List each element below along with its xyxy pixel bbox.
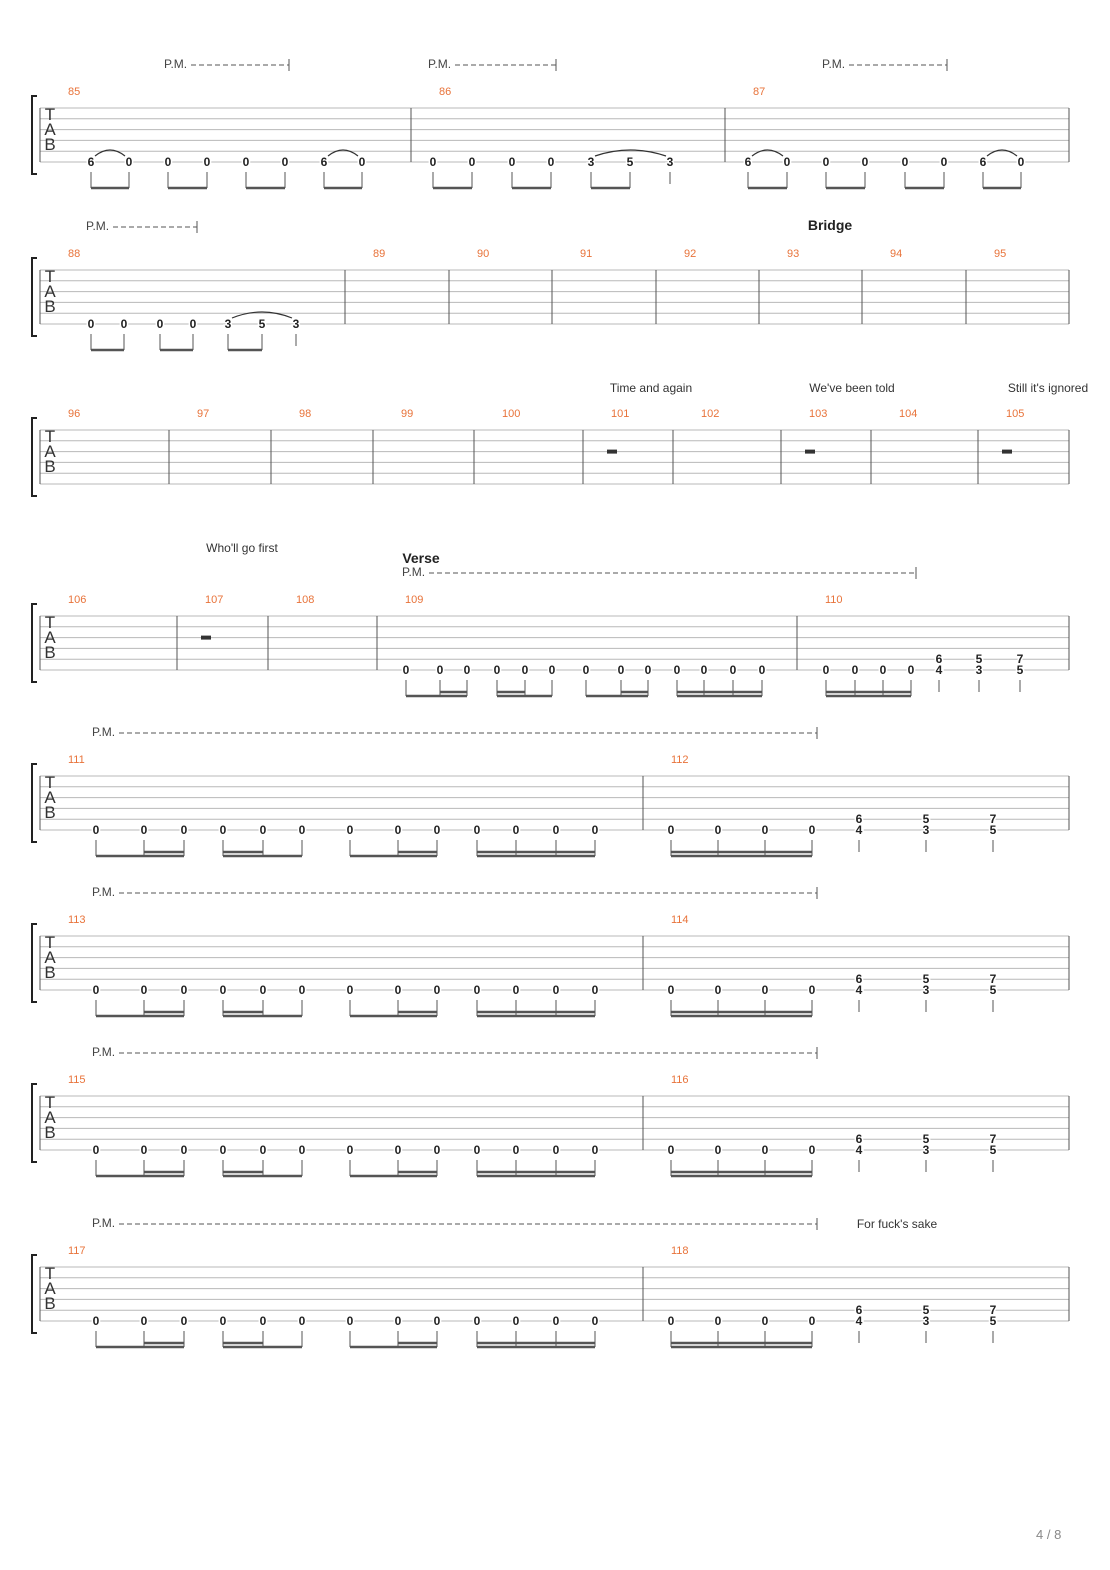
system-bracket xyxy=(32,924,37,1002)
measure-number: 116 xyxy=(671,1074,689,1086)
fret-number: 0 xyxy=(667,823,675,837)
fret-number: 7 xyxy=(989,1132,997,1147)
tab-clef-letter: A xyxy=(44,788,56,807)
fret-number: 0 xyxy=(429,155,437,169)
fret-number: 0 xyxy=(761,1143,769,1157)
fret-number: 3 xyxy=(587,155,595,169)
measure-number: 89 xyxy=(373,248,386,260)
fret-number: 0 xyxy=(758,663,766,677)
tab-clef-letter: B xyxy=(44,457,56,476)
measure-number: 103 xyxy=(809,408,828,420)
fret-number: 0 xyxy=(125,155,133,169)
whole-rest xyxy=(805,450,815,454)
measure-number: 99 xyxy=(401,408,414,420)
measure-number: 93 xyxy=(787,248,800,260)
fret-number: 6 xyxy=(855,1303,863,1318)
fret-number: 6 xyxy=(87,155,95,169)
fret-number: 0 xyxy=(346,1143,354,1157)
fret-number: 0 xyxy=(92,823,100,837)
measure-number: 118 xyxy=(671,1245,689,1257)
fret-number: 0 xyxy=(493,663,501,677)
tab-clef-letter: A xyxy=(44,948,56,967)
system-bracket xyxy=(32,604,37,682)
fret-number: 0 xyxy=(92,1143,100,1157)
tab-system xyxy=(32,57,1069,188)
lyric-text: Time and again xyxy=(609,381,693,395)
tab-clef-letter: A xyxy=(44,442,56,461)
fret-number: 0 xyxy=(180,983,188,997)
fret-number: 0 xyxy=(259,1314,267,1328)
tab-clef-letter: T xyxy=(44,105,56,124)
tab-clef-letter: B xyxy=(44,1123,56,1142)
fret-number: 0 xyxy=(219,823,227,837)
tab-system xyxy=(32,1216,1069,1347)
fret-number: 0 xyxy=(468,155,476,169)
measure-number: 88 xyxy=(68,248,81,260)
fret-number: 0 xyxy=(189,317,197,331)
fret-number: 0 xyxy=(140,823,148,837)
measure-number: 102 xyxy=(701,408,720,420)
fret-number: 0 xyxy=(298,1143,306,1157)
fret-number: 0 xyxy=(667,983,675,997)
fret-number: 3 xyxy=(666,155,674,169)
tab-system xyxy=(32,541,1069,696)
fret-number: 4 xyxy=(855,983,863,997)
fret-number: 0 xyxy=(219,1314,227,1328)
fret-number: 0 xyxy=(346,983,354,997)
fret-number: 4 xyxy=(935,663,943,677)
fret-number: 0 xyxy=(714,823,722,837)
lyric-text: We've been told xyxy=(809,381,895,395)
palm-mute-label: P.M. xyxy=(92,1045,116,1059)
fret-number: 0 xyxy=(591,1143,599,1157)
measure-number: 94 xyxy=(890,248,903,260)
fret-number: 0 xyxy=(667,1143,675,1157)
palm-mute-label: P.M. xyxy=(822,57,846,71)
fret-number: 4 xyxy=(855,823,863,837)
fret-number: 0 xyxy=(552,1314,560,1328)
fret-number: 4 xyxy=(855,1143,863,1157)
measure-number: 106 xyxy=(68,594,87,606)
fret-number: 0 xyxy=(433,1314,441,1328)
tab-clef-letter: T xyxy=(44,613,56,632)
fret-number: 0 xyxy=(512,823,520,837)
palm-mute-label: P.M. xyxy=(92,725,116,739)
fret-number: 0 xyxy=(521,663,529,677)
measure-number: 117 xyxy=(68,1245,86,1257)
fret-number: 0 xyxy=(394,1314,402,1328)
measure-number: 112 xyxy=(671,754,689,766)
whole-rest xyxy=(201,636,211,640)
fret-number: 0 xyxy=(673,663,681,677)
fret-number: 0 xyxy=(808,1314,816,1328)
tab-clef-letter: B xyxy=(44,963,56,982)
measure-number: 92 xyxy=(684,248,697,260)
fret-number: 4 xyxy=(855,1314,863,1328)
measure-number: 110 xyxy=(825,594,843,606)
fret-number: 0 xyxy=(552,823,560,837)
fret-number: 0 xyxy=(259,823,267,837)
fret-number: 0 xyxy=(808,983,816,997)
tab-clef-letter: T xyxy=(44,933,56,952)
fret-number: 6 xyxy=(855,972,863,987)
tab-clef-letter: T xyxy=(44,1264,56,1283)
lyric-text: For fuck's sake xyxy=(856,1217,938,1231)
fret-number: 0 xyxy=(861,155,869,169)
fret-number: 0 xyxy=(203,155,211,169)
fret-number: 5 xyxy=(626,155,634,169)
fret-number: 3 xyxy=(224,317,232,331)
tab-clef-letter: B xyxy=(44,1294,56,1313)
fret-number: 0 xyxy=(473,983,481,997)
system-bracket xyxy=(32,1255,37,1333)
tab-clef-letter: T xyxy=(44,267,56,286)
fret-number: 5 xyxy=(989,1314,997,1328)
fret-number: 0 xyxy=(808,823,816,837)
fret-number: 3 xyxy=(922,983,930,997)
fret-number: 0 xyxy=(783,155,791,169)
fret-number: 3 xyxy=(922,1314,930,1328)
tab-clef-letter: A xyxy=(44,1108,56,1127)
fret-number: 0 xyxy=(714,983,722,997)
fret-number: 0 xyxy=(298,823,306,837)
fret-number: 0 xyxy=(644,663,652,677)
tab-clef-letter: A xyxy=(44,628,56,647)
fret-number: 0 xyxy=(92,983,100,997)
fret-number: 0 xyxy=(394,983,402,997)
measure-number: 90 xyxy=(477,248,490,260)
fret-number: 5 xyxy=(989,823,997,837)
fret-number: 6 xyxy=(935,652,943,667)
fret-number: 0 xyxy=(822,663,830,677)
system-bracket xyxy=(32,764,37,842)
measure-number: 91 xyxy=(580,248,593,260)
fret-number: 6 xyxy=(855,1132,863,1147)
fret-number: 3 xyxy=(292,317,300,331)
tab-clef-letter: A xyxy=(44,282,56,301)
fret-number: 0 xyxy=(394,823,402,837)
page-number: 4 / 8 xyxy=(1036,1527,1062,1542)
fret-number: 7 xyxy=(989,972,997,987)
fret-number: 0 xyxy=(473,823,481,837)
fret-number: 0 xyxy=(140,983,148,997)
fret-number: 5 xyxy=(989,1143,997,1157)
fret-number: 7 xyxy=(1016,652,1024,667)
tab-system xyxy=(32,725,1069,856)
fret-number: 6 xyxy=(979,155,987,169)
fret-number: 0 xyxy=(512,1143,520,1157)
fret-number: 0 xyxy=(508,155,516,169)
tab-clef-letter: B xyxy=(44,643,56,662)
fret-number: 0 xyxy=(822,155,830,169)
fret-number: 0 xyxy=(281,155,289,169)
fret-number: 0 xyxy=(436,663,444,677)
palm-mute-label: P.M. xyxy=(86,219,110,233)
fret-number: 0 xyxy=(219,983,227,997)
fret-number: 0 xyxy=(120,317,128,331)
fret-number: 0 xyxy=(156,317,164,331)
palm-mute-label: P.M. xyxy=(92,885,116,899)
fret-number: 0 xyxy=(140,1314,148,1328)
tab-system xyxy=(32,1045,1069,1176)
fret-number: 0 xyxy=(346,823,354,837)
measure-number: 100 xyxy=(502,408,521,420)
fret-number: 0 xyxy=(219,1143,227,1157)
tab-system xyxy=(32,885,1069,1016)
whole-rest xyxy=(1002,450,1012,454)
fret-number: 0 xyxy=(259,1143,267,1157)
fret-number: 0 xyxy=(591,1314,599,1328)
fret-number: 5 xyxy=(989,983,997,997)
fret-number: 6 xyxy=(320,155,328,169)
fret-number: 0 xyxy=(298,983,306,997)
fret-number: 0 xyxy=(714,1143,722,1157)
fret-number: 0 xyxy=(547,155,555,169)
whole-rest xyxy=(607,450,617,454)
tab-clef-letter: T xyxy=(44,427,56,446)
tab-system xyxy=(32,217,1069,350)
palm-mute-label: P.M. xyxy=(92,1216,116,1230)
measure-notes xyxy=(403,663,766,696)
fret-number: 0 xyxy=(808,1143,816,1157)
tab-system xyxy=(32,381,1088,496)
tab-clef-letter: A xyxy=(44,1279,56,1298)
fret-number: 0 xyxy=(180,823,188,837)
fret-number: 5 xyxy=(922,1132,930,1147)
measure-number: 114 xyxy=(671,914,689,926)
measure-number: 107 xyxy=(205,594,224,606)
fret-number: 0 xyxy=(761,1314,769,1328)
fret-number: 6 xyxy=(855,812,863,827)
measure-number: 111 xyxy=(68,754,85,766)
fret-number: 0 xyxy=(552,983,560,997)
fret-number: 0 xyxy=(617,663,625,677)
measure-number: 98 xyxy=(299,408,312,420)
measure-number: 97 xyxy=(197,408,210,420)
tab-clef-letter: A xyxy=(44,120,56,139)
fret-number: 0 xyxy=(851,663,859,677)
measure-notes xyxy=(93,1314,599,1347)
fret-number: 7 xyxy=(989,812,997,827)
fret-number: 0 xyxy=(548,663,556,677)
tab-clef-letter: B xyxy=(44,297,56,316)
measure-number: 108 xyxy=(296,594,315,606)
measure-number: 95 xyxy=(994,248,1007,260)
fret-number: 0 xyxy=(346,1314,354,1328)
fret-number: 5 xyxy=(1016,663,1024,677)
fret-number: 0 xyxy=(761,983,769,997)
fret-number: 0 xyxy=(901,155,909,169)
tab-clef-letter: B xyxy=(44,135,56,154)
measure-number: 96 xyxy=(68,408,81,420)
measure-number: 85 xyxy=(68,86,81,98)
fret-number: 0 xyxy=(140,1143,148,1157)
tab-clef-letter: T xyxy=(44,1093,56,1112)
fret-number: 5 xyxy=(975,652,983,667)
fret-number: 0 xyxy=(394,1143,402,1157)
system-bracket xyxy=(32,96,37,174)
fret-number: 0 xyxy=(92,1314,100,1328)
fret-number: 0 xyxy=(667,1314,675,1328)
fret-number: 0 xyxy=(729,663,737,677)
fret-number: 0 xyxy=(164,155,172,169)
fret-number: 0 xyxy=(940,155,948,169)
fret-number: 5 xyxy=(258,317,266,331)
section-label: Verse xyxy=(402,550,440,566)
lyric-text: Who'll go first xyxy=(206,541,278,555)
measure-notes xyxy=(88,312,300,350)
fret-number: 0 xyxy=(473,1314,481,1328)
measure-number: 101 xyxy=(611,408,630,420)
system-bracket xyxy=(32,1084,37,1162)
measure-number: 86 xyxy=(439,86,452,98)
fret-number: 7 xyxy=(989,1303,997,1318)
measure-number: 87 xyxy=(753,86,766,98)
fret-number: 0 xyxy=(433,823,441,837)
measure-number: 113 xyxy=(68,914,86,926)
fret-number: 0 xyxy=(433,1143,441,1157)
fret-number: 0 xyxy=(714,1314,722,1328)
lyric-text: Still it's ignored xyxy=(1007,381,1089,395)
measure-notes xyxy=(430,150,674,188)
system-bracket xyxy=(32,418,37,496)
fret-number: 0 xyxy=(180,1314,188,1328)
fret-number: 0 xyxy=(591,983,599,997)
fret-number: 5 xyxy=(922,1303,930,1318)
fret-number: 0 xyxy=(552,1143,560,1157)
measure-number: 105 xyxy=(1006,408,1025,420)
fret-number: 5 xyxy=(922,972,930,987)
system-bracket xyxy=(32,258,37,336)
fret-number: 0 xyxy=(463,663,471,677)
measure-number: 109 xyxy=(405,594,424,606)
tab-clef-letter: T xyxy=(44,773,56,792)
fret-number: 0 xyxy=(1017,155,1025,169)
fret-number: 0 xyxy=(512,983,520,997)
fret-number: 3 xyxy=(922,823,930,837)
fret-number: 3 xyxy=(922,1143,930,1157)
fret-number: 0 xyxy=(87,317,95,331)
fret-number: 0 xyxy=(512,1314,520,1328)
fret-number: 0 xyxy=(907,663,915,677)
measure-notes xyxy=(93,823,599,856)
measure-notes xyxy=(88,150,366,188)
palm-mute-label: P.M. xyxy=(402,565,426,579)
measure-number: 104 xyxy=(899,408,918,420)
fret-number: 0 xyxy=(591,823,599,837)
fret-number: 0 xyxy=(879,663,887,677)
tab-clef-letter: B xyxy=(44,803,56,822)
section-label: Bridge xyxy=(807,217,853,233)
fret-number: 0 xyxy=(473,1143,481,1157)
measure-notes xyxy=(745,150,1025,188)
fret-number: 6 xyxy=(744,155,752,169)
fret-number: 0 xyxy=(298,1314,306,1328)
fret-number: 5 xyxy=(922,812,930,827)
measure-notes xyxy=(93,983,599,1016)
fret-number: 0 xyxy=(242,155,250,169)
fret-number: 0 xyxy=(180,1143,188,1157)
fret-number: 0 xyxy=(402,663,410,677)
fret-number: 0 xyxy=(259,983,267,997)
fret-number: 3 xyxy=(975,663,983,677)
fret-number: 0 xyxy=(700,663,708,677)
measure-notes xyxy=(93,1143,599,1176)
fret-number: 0 xyxy=(761,823,769,837)
palm-mute-label: P.M. xyxy=(164,57,188,71)
fret-number: 0 xyxy=(433,983,441,997)
fret-number: 0 xyxy=(582,663,590,677)
fret-number: 0 xyxy=(358,155,366,169)
measure-number: 115 xyxy=(68,1074,86,1086)
palm-mute-label: P.M. xyxy=(428,57,452,71)
